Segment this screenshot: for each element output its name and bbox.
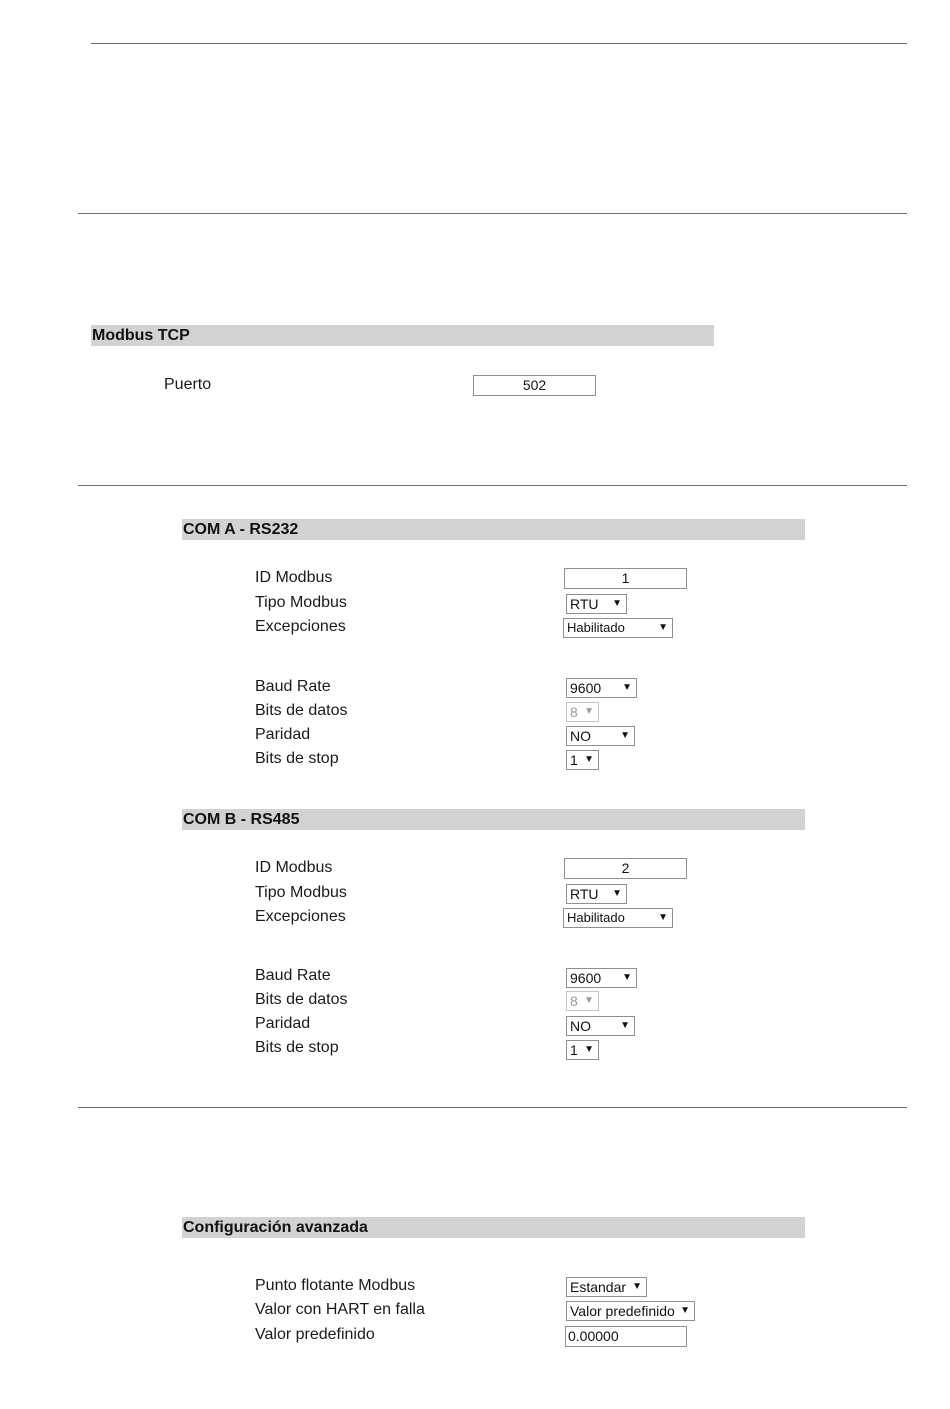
port-label: Puerto bbox=[164, 376, 212, 393]
com-b-type-value: RTU bbox=[570, 886, 599, 902]
com-a-stopbits-select[interactable] bbox=[566, 750, 599, 770]
com-a-parity-select[interactable] bbox=[566, 726, 635, 746]
com-a-parity-value: NO bbox=[570, 728, 591, 744]
com-b-id-label: ID Modbus bbox=[255, 859, 333, 876]
com-b-stopbits-value: 1 bbox=[570, 1042, 578, 1058]
com-a-type-label: Tipo Modbus bbox=[255, 594, 347, 611]
com-a-baud-value: 9600 bbox=[570, 680, 602, 696]
port-input[interactable]: 502 bbox=[473, 375, 596, 396]
com-a-id-label: ID Modbus bbox=[255, 569, 333, 586]
com-b-stopbits-select[interactable] bbox=[566, 1040, 599, 1060]
chevron-down-icon: ▼ bbox=[612, 888, 622, 899]
default-value-input[interactable]: 0.00000 bbox=[565, 1326, 687, 1347]
com-b-exceptions-value: Habilitado bbox=[567, 910, 625, 925]
com-b-id-input[interactable]: 2 bbox=[564, 858, 687, 879]
chevron-down-icon: ▼ bbox=[620, 730, 630, 741]
com-b-stopbits-label: Bits de stop bbox=[255, 1039, 339, 1056]
chevron-down-icon: ▼ bbox=[584, 754, 594, 765]
com-b-parity-select[interactable] bbox=[566, 1016, 635, 1036]
com-a-baud-select[interactable] bbox=[566, 678, 637, 698]
divider bbox=[78, 485, 907, 486]
com-b-parity-label: Paridad bbox=[255, 1015, 311, 1032]
chevron-down-icon: ▼ bbox=[632, 1281, 642, 1292]
com-b-baud-select[interactable] bbox=[566, 968, 637, 988]
com-a-baud-label: Baud Rate bbox=[255, 678, 331, 695]
com-b-exceptions-select[interactable] bbox=[563, 908, 673, 928]
chevron-down-icon: ▼ bbox=[658, 912, 668, 923]
chevron-down-icon: ▼ bbox=[584, 706, 594, 717]
com-a-id-input[interactable]: 1 bbox=[564, 568, 687, 589]
float-label: Punto flotante Modbus bbox=[255, 1277, 416, 1294]
chevron-down-icon: ▼ bbox=[584, 995, 594, 1006]
divider bbox=[78, 1107, 907, 1108]
com-b-databits-label: Bits de datos bbox=[255, 991, 348, 1008]
com-b-baud-label: Baud Rate bbox=[255, 967, 331, 984]
hart-fail-label: Valor con HART en falla bbox=[255, 1301, 425, 1318]
com-a-exceptions-label: Excepciones bbox=[255, 618, 346, 635]
chevron-down-icon: ▼ bbox=[620, 1020, 630, 1031]
com-a-databits-value: 8 bbox=[570, 704, 578, 720]
com-b-type-label: Tipo Modbus bbox=[255, 884, 347, 901]
float-select[interactable] bbox=[566, 1277, 647, 1297]
divider bbox=[91, 43, 907, 44]
chevron-down-icon: ▼ bbox=[680, 1305, 690, 1316]
com-a-stopbits-value: 1 bbox=[570, 752, 578, 768]
hart-fail-select[interactable] bbox=[566, 1301, 695, 1321]
chevron-down-icon: ▼ bbox=[658, 622, 668, 633]
com-b-exceptions-label: Excepciones bbox=[255, 908, 346, 925]
com-b-parity-value: NO bbox=[570, 1018, 591, 1034]
chevron-down-icon: ▼ bbox=[622, 682, 632, 693]
chevron-down-icon: ▼ bbox=[622, 972, 632, 983]
com-a-databits-label: Bits de datos bbox=[255, 702, 348, 719]
com-a-type-select[interactable] bbox=[566, 594, 627, 614]
com-a-header: COM A - RS232 bbox=[182, 519, 805, 540]
com-b-baud-value: 9600 bbox=[570, 970, 602, 986]
chevron-down-icon: ▼ bbox=[612, 598, 622, 609]
divider bbox=[78, 213, 907, 214]
com-a-exceptions-select[interactable] bbox=[563, 618, 673, 638]
hart-fail-value: Valor predefinido bbox=[570, 1303, 675, 1319]
com-b-databits-value: 8 bbox=[570, 993, 578, 1009]
chevron-down-icon: ▼ bbox=[584, 1044, 594, 1055]
modbus-tcp-header: Modbus TCP bbox=[91, 325, 714, 346]
float-value: Estandar bbox=[570, 1279, 627, 1295]
com-a-parity-label: Paridad bbox=[255, 726, 311, 743]
advanced-header: Configuración avanzada bbox=[182, 1217, 805, 1238]
com-b-databits-select bbox=[566, 991, 599, 1011]
com-a-type-value: RTU bbox=[570, 596, 599, 612]
com-b-type-select[interactable] bbox=[566, 884, 627, 904]
com-b-header: COM B - RS485 bbox=[182, 809, 805, 830]
default-value-label: Valor predefinido bbox=[255, 1326, 375, 1343]
com-a-exceptions-value: Habilitado bbox=[567, 620, 625, 635]
com-a-stopbits-label: Bits de stop bbox=[255, 750, 339, 767]
com-a-databits-select bbox=[566, 702, 599, 722]
